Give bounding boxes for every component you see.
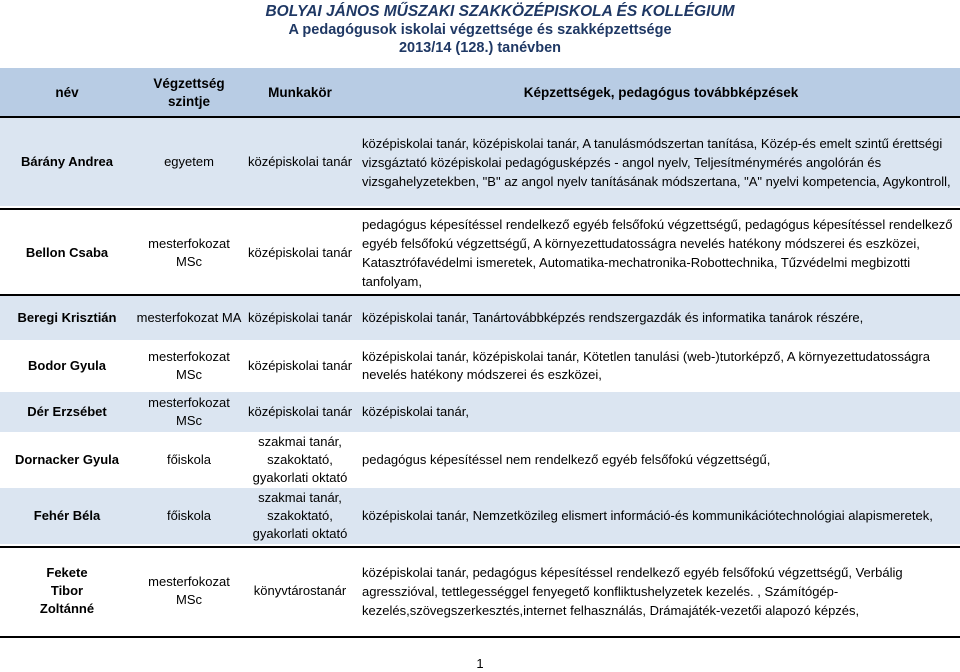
- qualifications: középiskolai tanár,: [362, 404, 469, 419]
- document-title: A pedagógusok iskolai végzettsége és szakképzettsége: [288, 22, 672, 38]
- table-row: [0, 296, 960, 340]
- education-level: főiskola: [166, 508, 212, 523]
- education-level: mesterfokozat MSc: [148, 574, 230, 607]
- table-header-row: [0, 68, 960, 118]
- table-row: [0, 432, 960, 488]
- job-role: középiskolai tanár: [247, 245, 353, 260]
- teacher-name: Bodor Gyula: [27, 358, 106, 373]
- qualifications: középiskolai tanár, Tanártovábbképzés rendszergazdák és informatika tanárok részére,: [362, 310, 864, 325]
- table-row: [0, 548, 960, 634]
- education-level: egyetem: [164, 154, 214, 169]
- job-role: középiskolai tanár: [247, 154, 353, 169]
- education-level: mesterfokozat MSc: [148, 236, 230, 269]
- teacher-name: Fekete Tibor Zoltánné: [39, 565, 95, 616]
- education-level: mesterfokozat MA: [136, 310, 242, 325]
- table-row: [0, 118, 960, 206]
- qualifications: középiskolai tanár, középiskolai tanár, A tanulásmódszertan tanítása, Közép-és emelt szintű érettségi vizsgáztató középiskolai pedagógusképzés - angol nyelv, Teljesítménymérés angolórán és vizsgahelyzetekben, "B" az angol nyelv tanításának módszertana, "A" nyelvi kompetencia, Agykontroll,: [362, 135, 951, 189]
- job-role: középiskolai tanár: [247, 310, 353, 325]
- page-number: 1: [476, 656, 484, 671]
- teacher-name: Dornacker Gyula: [14, 452, 120, 467]
- teacher-name: Beregi Krisztián: [17, 310, 117, 325]
- job-role: szakmai tanár, szakoktató, gyakorlati oktató: [252, 490, 348, 541]
- qualifications: középiskolai tanár, Nemzetközileg elismert információ-és kommunikációtechnológiai alapismeretek,: [362, 508, 933, 523]
- table-row: [0, 488, 960, 544]
- row-divider: [0, 636, 960, 638]
- table-row: [0, 210, 960, 296]
- school-year: 2013/14 (128.) tanévben: [398, 40, 561, 56]
- table-row: [0, 340, 960, 392]
- qualifications: középiskolai tanár, pedagógus képesítéssel rendelkező egyéb felsőfokú végzettségű, Verbálig agresszióval, tettlegességgel fenyegető konfliktushelyzetek kezelés. , Számítógép-kezelés,szövegszerkesztés,internet felhasználás, Drámajáték-vezetői alapozó képzés,: [362, 564, 903, 618]
- qualifications: középiskolai tanár, középiskolai tanár, Kötetlen tanulási (web-)tutorképző, A környezettudatosságra nevelés hatékony módszerei és eszközei,: [362, 349, 930, 382]
- teacher-name: Dér Erzsébet: [27, 404, 107, 419]
- teacher-name: Bellon Csaba: [25, 245, 109, 260]
- education-level: mesterfokozat MSc: [148, 395, 230, 428]
- job-role: középiskolai tanár: [247, 404, 353, 419]
- job-role: könyvtárostanár: [253, 583, 347, 598]
- table-row: [0, 392, 960, 432]
- column-header-qualifications: Képzettségek, pedagógus továbbképzések: [523, 85, 799, 100]
- document-header: [0, 0, 960, 57]
- column-header-name: név: [55, 85, 79, 100]
- school-name: BOLYAI JÁNOS MŰSZAKI SZAKKÖZÉPISKOLA ÉS KOLLÉGIUM: [265, 3, 735, 20]
- column-header-level: Végzettség szintje: [153, 76, 225, 109]
- column-header-role: Munkakör: [268, 85, 332, 100]
- job-role: középiskolai tanár: [247, 358, 353, 373]
- teacher-name: Bárány Andrea: [21, 154, 113, 169]
- education-level: főiskola: [166, 452, 212, 467]
- qualifications: pedagógus képesítéssel rendelkező egyéb felsőfokú végzettségű, pedagógus képesítéssel rendelkező egyéb felsőfokú végzettségű, A környezettudatosságra nevelés hatékony módszerei és eszközei, Katasztrófavédelmi ismeretek, Automatika-mechatronika-Robottechnika, Tűzvédelmi megbizotti tanfolyam,: [362, 217, 953, 289]
- teacher-name: Fehér Béla: [33, 508, 101, 523]
- job-role: szakmai tanár, szakoktató, gyakorlati oktató: [252, 434, 348, 485]
- education-level: mesterfokozat MSc: [148, 349, 230, 382]
- qualifications: pedagógus képesítéssel nem rendelkező egyéb felsőfokú végzettségű,: [362, 452, 771, 467]
